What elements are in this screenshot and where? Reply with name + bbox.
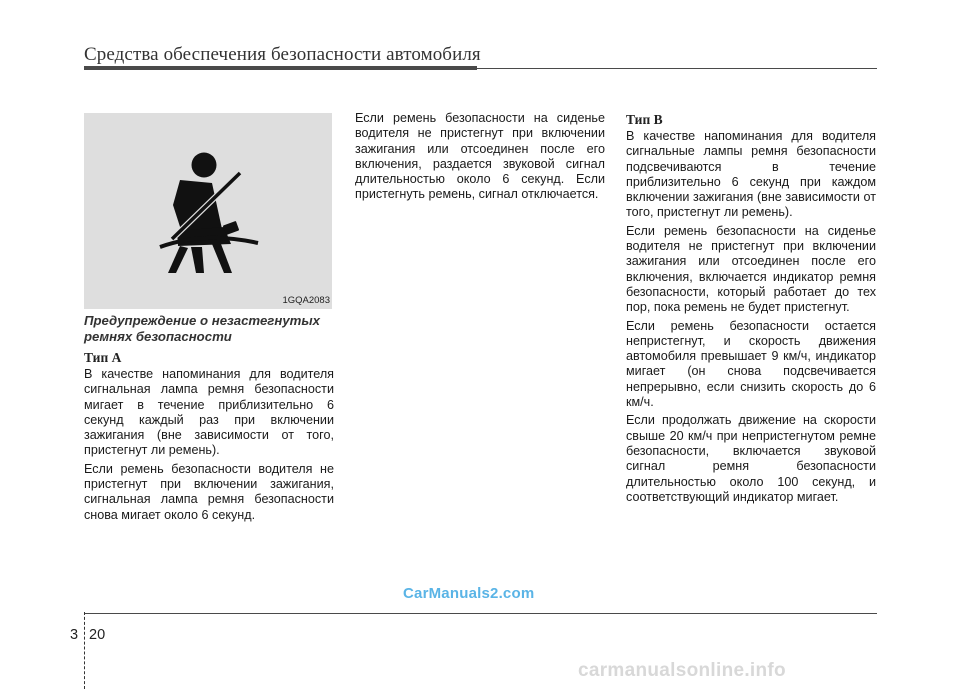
column-1 bbox=[84, 313, 334, 526]
column-3 bbox=[626, 111, 876, 508]
seatbelt-figure bbox=[84, 113, 332, 309]
type-b-heading: Тип В bbox=[626, 112, 663, 127]
watermark-link[interactable]: CarManuals2.com bbox=[403, 585, 535, 602]
column-2 bbox=[355, 111, 605, 206]
warning-heading: Предупреждение о незастегнутых ремнях безопасности bbox=[84, 313, 320, 344]
site-watermark: carmanualsonline.info bbox=[578, 660, 786, 681]
footer-dashed-divider bbox=[84, 612, 85, 689]
paragraph: В качестве напоминания для водителя сигнальная лампа ремня безопасности мигает в течение приблизительно 6 секунд каждый раз при включении зажигания (вне зависимости от того, пристегнут ли ремень). bbox=[84, 367, 334, 458]
page-number: 20 bbox=[89, 627, 106, 643]
footer-rule bbox=[84, 613, 877, 614]
type-a-heading: Тип А bbox=[84, 350, 122, 365]
paragraph: В качестве напоминания для водителя сигнальные лампы ремня безопасности подсвечиваются в течение приблизительно 6 секунд при каждом включении зажигания (вне зависимости от того, пристегнут ли ремень). bbox=[626, 129, 876, 220]
page-header-title: Средства обеспечения безопасности автомобиля bbox=[84, 44, 481, 65]
header-rule-thick bbox=[84, 66, 477, 70]
paragraph: Если продолжать движение на скорости свыше 20 км/ч при непристегнутом ремне безопасности, включается звуковой сигнал ремня безопасности длительностью около 100 секунд, и соответствующий индикатор мигает. bbox=[626, 413, 876, 504]
seatbelt-warning-icon bbox=[84, 113, 332, 309]
figure-code: 1GQA2083 bbox=[282, 295, 330, 306]
paragraph: Если ремень безопасности на сиденье водителя не пристегнут при включении зажигания или отсоединен после его включения, раздается звуковой сигнал длительностью около 6 секунд. Если пристегнуть ремень, сигнал отключается. bbox=[355, 111, 605, 202]
paragraph: Если ремень безопасности на сиденье водителя не пристегнут при включении зажигания или отсоединен после его включения, включается индикатор ремня безопасности, который работает до тех пор, пока ремень не будет пристегнут. bbox=[626, 223, 876, 315]
paragraph: Если ремень безопасности остается непристегнут, и скорость движения автомобиля превышает 9 км/ч, индикатор мигает (он снова подсвечивается непрерывно, если снизить скорость до 6 км/ч. bbox=[626, 318, 876, 410]
section-number: 3 bbox=[70, 627, 79, 643]
paragraph: Если ремень безопасности водителя не пристегнут при включении зажигания, сигнальная лампа ремня безопасности снова мигает около 6 секунд. bbox=[84, 461, 334, 522]
header-rule-thin bbox=[477, 68, 877, 69]
